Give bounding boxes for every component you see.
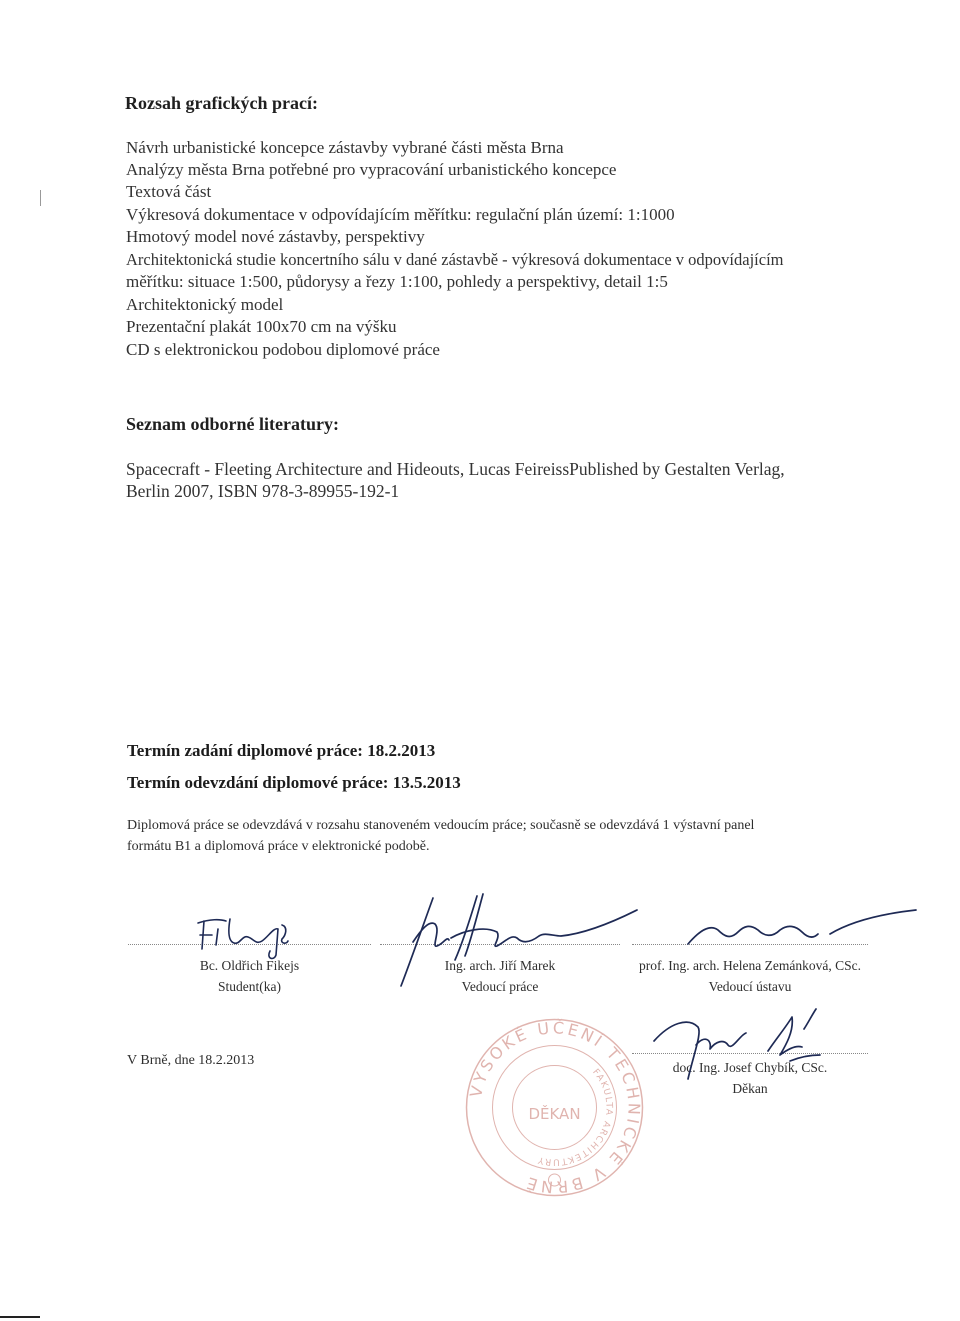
works-item: Architektonický model — [126, 295, 284, 314]
scan-artifact — [0, 1316, 40, 1318]
dean-name: doc. Ing. Josef Chybík, CSc. — [672, 1060, 828, 1075]
literature-item: Berlin 2007, ISBN 978-3-89955-192-1 — [126, 481, 400, 501]
student-role: Student(ka) — [218, 979, 281, 994]
scan-artifact — [40, 190, 41, 206]
literature-heading: Seznam odborné literatury: — [126, 414, 339, 434]
works-item: měřítku: situace 1:500, půdorysy a řezy 1:100, pohledy a perspektivy, detail 1:5 — [126, 272, 668, 291]
dean-role: Děkan — [732, 1081, 768, 1096]
submission-date: Termín odevzdání diplomové práce: 13.5.2013 — [127, 773, 461, 792]
supervisor-name: Ing. arch. Jiří Marek — [444, 958, 556, 973]
submission-note: formátu B1 a diplomová práce v elektronické podobě. — [127, 839, 430, 854]
assignment-date: Termín zadání diplomové práce: 18.2.2013 — [127, 741, 436, 760]
stamp-inner-text: FAKULTA ARCHITEKTURY — [535, 1067, 614, 1167]
works-item: Návrh urbanistické koncepce zástavby vybrané části města Brna — [126, 138, 564, 157]
place-date: V Brně, dne 18.2.2013 — [127, 1053, 255, 1068]
works-item: Analýzy města Brna potřebné pro vypracování urbanistického koncepce — [126, 160, 617, 179]
works-item: Výkresová dokumentace v odpovídajícím měřítku: regulační plán území: 1:1000 — [126, 205, 675, 224]
head-role: Vedoucí ústavu — [708, 979, 792, 994]
student-signature — [190, 905, 300, 965]
stamp-center-text: DĚKAN — [528, 1105, 581, 1123]
stamp-outer-text: VYSOKÉ UČENÍ TECHNICKÉ V BRNĚ — [466, 1018, 644, 1197]
head-signature — [680, 900, 920, 960]
literature-item: Spacecraft - Fleeting Architecture and Hideouts, Lucas FeireissPublished by Gestalten Verlag, — [126, 459, 785, 479]
works-item: Prezentační plakát 100x70 cm na výšku — [126, 317, 397, 336]
supervisor-role: Vedoucí práce — [461, 979, 539, 994]
student-name: Bc. Oldřich Fikejs — [199, 958, 300, 973]
works-item: CD s elektronickou podobou diplomové práce — [126, 340, 440, 359]
supervisor-signature — [385, 890, 645, 990]
works-item: Hmotový model nové zástavby, perspektivy — [126, 227, 425, 246]
works-item: Textová část — [126, 182, 212, 201]
works-item: Architektonická studie koncertního sálu v dané zástavbě - výkresová dokumentace v odpovídajícím — [126, 250, 784, 269]
head-name: prof. Ing. arch. Helena Zemánková, CSc. — [639, 958, 861, 973]
faculty-stamp — [462, 1015, 647, 1200]
works-heading: Rozsah grafických prací: — [125, 93, 318, 113]
dean-signature — [640, 1005, 830, 1085]
submission-note: Diplomová práce se odevzdává v rozsahu stanoveném vedoucím práce; současně se odevzdává 1 výstavní panel — [127, 818, 755, 833]
